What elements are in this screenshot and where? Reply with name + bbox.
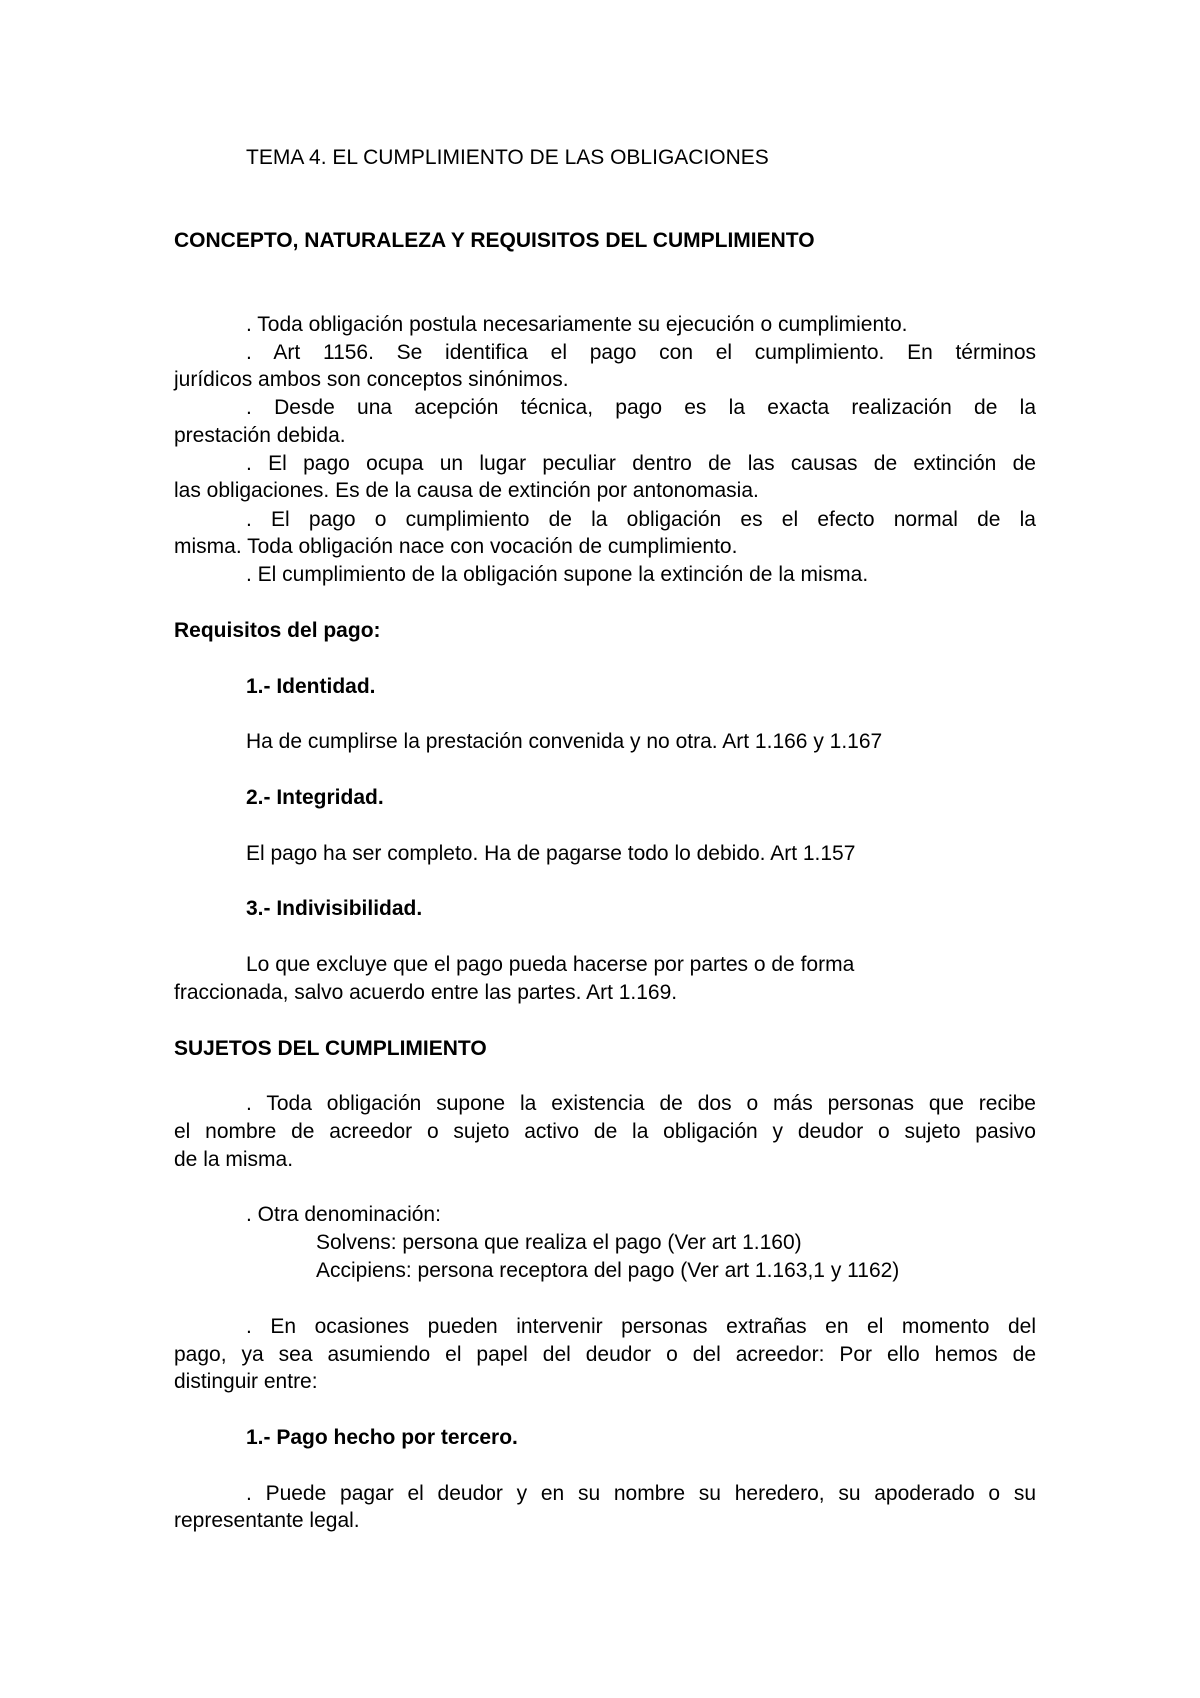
paragraph-line: . Art 1156. Se identifica el pago con el cumplimiento. En términos <box>246 341 1036 364</box>
paragraph-line: de la misma. <box>174 1148 294 1171</box>
paragraph-line: . Toda obligación supone la existencia de dos o más personas que recibe <box>246 1092 1036 1115</box>
paragraph-line: pago, ya sea asumiendo el papel del deudor o del acreedor: Por ello hemos de <box>174 1343 1036 1366</box>
section-heading-sujetos: SUJETOS DEL CUMPLIMIENTO <box>174 1037 487 1060</box>
document-title: TEMA 4. EL CUMPLIMIENTO DE LAS OBLIGACIONES <box>246 146 769 169</box>
paragraph-line: . El pago o cumplimiento de la obligación es el efecto normal de la <box>246 508 1036 531</box>
paragraph-line: distinguir entre: <box>174 1370 318 1393</box>
requisito-text-integridad: El pago ha ser completo. Ha de pagarse todo lo debido. Art 1.157 <box>246 842 856 865</box>
paragraph-line: . Toda obligación postula necesariamente su ejecución o cumplimiento. <box>246 313 908 336</box>
paragraph-line: Lo que excluye que el pago pueda hacerse por partes o de forma <box>246 953 855 976</box>
requisito-heading-indivisibilidad: 3.- Indivisibilidad. <box>246 897 423 920</box>
otra-denominacion: . Otra denominación: <box>246 1203 441 1226</box>
requisitos-heading: Requisitos del pago: <box>174 619 381 642</box>
paragraph-line: . Desde una acepción técnica, pago es la exacta realización de la <box>246 396 1036 419</box>
paragraph-line: fraccionada, salvo acuerdo entre las partes. Art 1.169. <box>174 981 678 1004</box>
paragraph-line: las obligaciones. Es de la causa de extinción por antonomasia. <box>174 479 759 502</box>
requisito-heading-integridad: 2.- Integridad. <box>246 786 384 809</box>
paragraph-line: . En ocasiones pueden intervenir personas extrañas en el momento del <box>246 1315 1036 1338</box>
section-heading-concepto: CONCEPTO, NATURALEZA Y REQUISITOS DEL CUMPLIMIENTO <box>174 229 815 252</box>
paragraph-line: misma. Toda obligación nace con vocación de cumplimiento. <box>174 535 738 558</box>
accipiens-definition: Accipiens: persona receptora del pago (Ver art 1.163,1 y 1162) <box>316 1259 900 1282</box>
paragraph-line: jurídicos ambos son conceptos sinónimos. <box>174 368 569 391</box>
requisito-text-identidad: Ha de cumplirse la prestación convenida y no otra. Art 1.166 y 1.167 <box>246 730 883 753</box>
paragraph-line: representante legal. <box>174 1509 360 1532</box>
paragraph-line: . El cumplimiento de la obligación supone la extinción de la misma. <box>246 563 869 586</box>
solvens-definition: Solvens: persona que realiza el pago (Ver art 1.160) <box>316 1231 802 1254</box>
pago-tercero-heading: 1.- Pago hecho por tercero. <box>246 1426 518 1449</box>
paragraph-line: el nombre de acreedor o sujeto activo de la obligación y deudor o sujeto pasivo <box>174 1120 1036 1143</box>
paragraph-line: . El pago ocupa un lugar peculiar dentro de las causas de extinción de <box>246 452 1036 475</box>
paragraph-line: . Puede pagar el deudor y en su nombre su heredero, su apoderado o su <box>246 1482 1036 1505</box>
paragraph-line: prestación debida. <box>174 424 346 447</box>
requisito-heading-identidad: 1.- Identidad. <box>246 675 376 698</box>
